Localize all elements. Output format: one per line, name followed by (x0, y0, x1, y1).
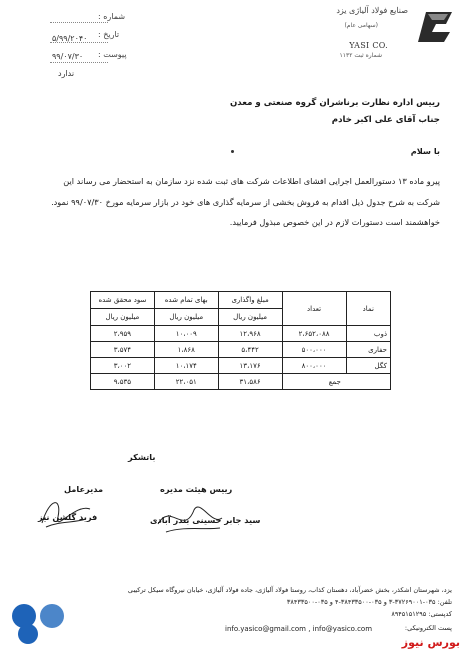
header-symbol: نماد (346, 292, 390, 326)
cell-profit: ۲،۹۵۹ (91, 326, 155, 342)
footer-phone: تلفن: ۰۳۵-۳۷۲۶۹۰۰۱-۳ و ۰۳۵-۳۸۴۳۳۵۰۰-۴ و ۰۳۵-۳۸۴۳۳۵۰۰ (286, 598, 452, 606)
header-count: تعداد (282, 292, 346, 326)
footer-postal: کدپستی: ۸۹۴۵۱۵۱۲۹۵ (391, 610, 452, 618)
ceo-title: مدیرعامل (64, 484, 104, 494)
attachment-label: پیوست : (98, 50, 127, 59)
date-value: ۹۹/۰۷/۳۰ (52, 52, 84, 61)
cell-transfer-amount: ۵،۴۴۲ (218, 342, 282, 358)
cell-total-cost: ۲۲،۰۵۱ (154, 374, 218, 390)
dot-mark (231, 150, 234, 153)
thanks-text: باتشکر (128, 452, 156, 462)
unit-profit: میلیون ریال (91, 309, 155, 326)
chairman-name: سید جابر حسینی بندر آبادی (150, 515, 261, 525)
number-label: شماره : (98, 12, 126, 21)
unit-transfer: میلیون ریال (218, 309, 282, 326)
date-label: تاریخ : (98, 30, 120, 39)
cell-symbol: حفاری (346, 342, 390, 358)
header-transfer-amount: مبلغ واگذاری (218, 292, 282, 309)
cell-total-profit: ۹،۵۳۵ (91, 374, 155, 390)
cell-cost: ۱۰،۱۷۴ (154, 358, 218, 374)
table-row (91, 326, 391, 342)
footer-address: یزد، شهرستان اشکذر، بخش خضرآباد، دهستان کذاب، روستا فولاد آلیاژی، جاده فولاد آلیاژی، خیابان نیروگاه سیکل ترکیبی (127, 586, 452, 594)
header-cost: بهای تمام شده (154, 292, 218, 309)
table-total-row (91, 374, 391, 390)
certification-icon (40, 604, 64, 628)
cell-count: ۵۰۰،۰۰۰ (282, 342, 346, 358)
cell-count: ۸۰۰،۰۰۰ (282, 358, 346, 374)
paragraph-1-line-2: شرکت به شرح جدول ذیل اقدام به فروش بخشی از سرمایه گذاری های خود در بازار سرمایه مورخ ۹۹/۰۷/۳۰ نمود. (51, 197, 440, 207)
watermark-text: بورس نیوز (401, 636, 460, 649)
cell-total-transfer: ۳۱،۵۸۶ (218, 374, 282, 390)
cell-count: ۲،۶۵۲،۰۸۸ (282, 326, 346, 342)
cell-transfer-amount: ۱۳،۱۷۶ (218, 358, 282, 374)
attachment-value: ندارد (58, 69, 75, 78)
ceo-name: فرید گلشن نیز (38, 512, 98, 522)
cell-profit: ۳،۵۷۴ (91, 342, 155, 358)
number-underline (50, 22, 108, 23)
sales-table (90, 291, 391, 390)
chairman-title: رییس هیئت مدیره (160, 484, 233, 494)
paragraph-2: خواهشمند است دستورات لازم در این خصوص مبذول فرمایید. (229, 217, 440, 227)
unit-cost: میلیون ریال (154, 309, 218, 326)
cell-cost: ۱،۸۶۸ (154, 342, 218, 358)
company-name-persian: صنایع فولاد آلیاژی یزد (336, 6, 408, 15)
number-value: ۵/۹۹/۲۰۴۰ (52, 34, 88, 43)
recipient-line-2: جناب آقای علی اکبر خادم (331, 115, 440, 125)
cell-profit: ۳،۰۰۲ (91, 358, 155, 374)
cell-symbol: ذوب (346, 326, 390, 342)
cell-symbol: کگل (346, 358, 390, 374)
company-type: (سهامی عام) (344, 22, 378, 29)
cell-transfer-amount: ۱۲،۹۶۸ (218, 326, 282, 342)
registration-number: شماره ثبت ۱۱۳۲ (339, 52, 382, 59)
footer-email-label: پست الکترونیکی: (404, 624, 452, 632)
table-row (91, 342, 391, 358)
greeting: با سلام (410, 146, 440, 156)
table-row (91, 358, 391, 374)
recipient-line-1: رییس اداره نظارت برناشران گروه صنعتی و معدن (229, 98, 440, 108)
company-name-latin: YASI CO. (349, 41, 388, 50)
paragraph-1-line-1: پیرو ماده ۱۳ دستورالعمل اجرایی افشای اطلاعات شرکت های ثبت شده نزد سازمان به استحضار می رساند این (63, 176, 440, 186)
header-profit: سود محقق شده (91, 292, 155, 309)
certification-icon (18, 624, 38, 644)
cell-total-label: جمع (282, 374, 390, 390)
date-underline (50, 42, 108, 43)
attachment-underline (50, 62, 108, 63)
cell-cost: ۱۰،۰۰۹ (154, 326, 218, 342)
footer-email: info.yasico@gmail.com , info@yasico.com (225, 625, 373, 633)
